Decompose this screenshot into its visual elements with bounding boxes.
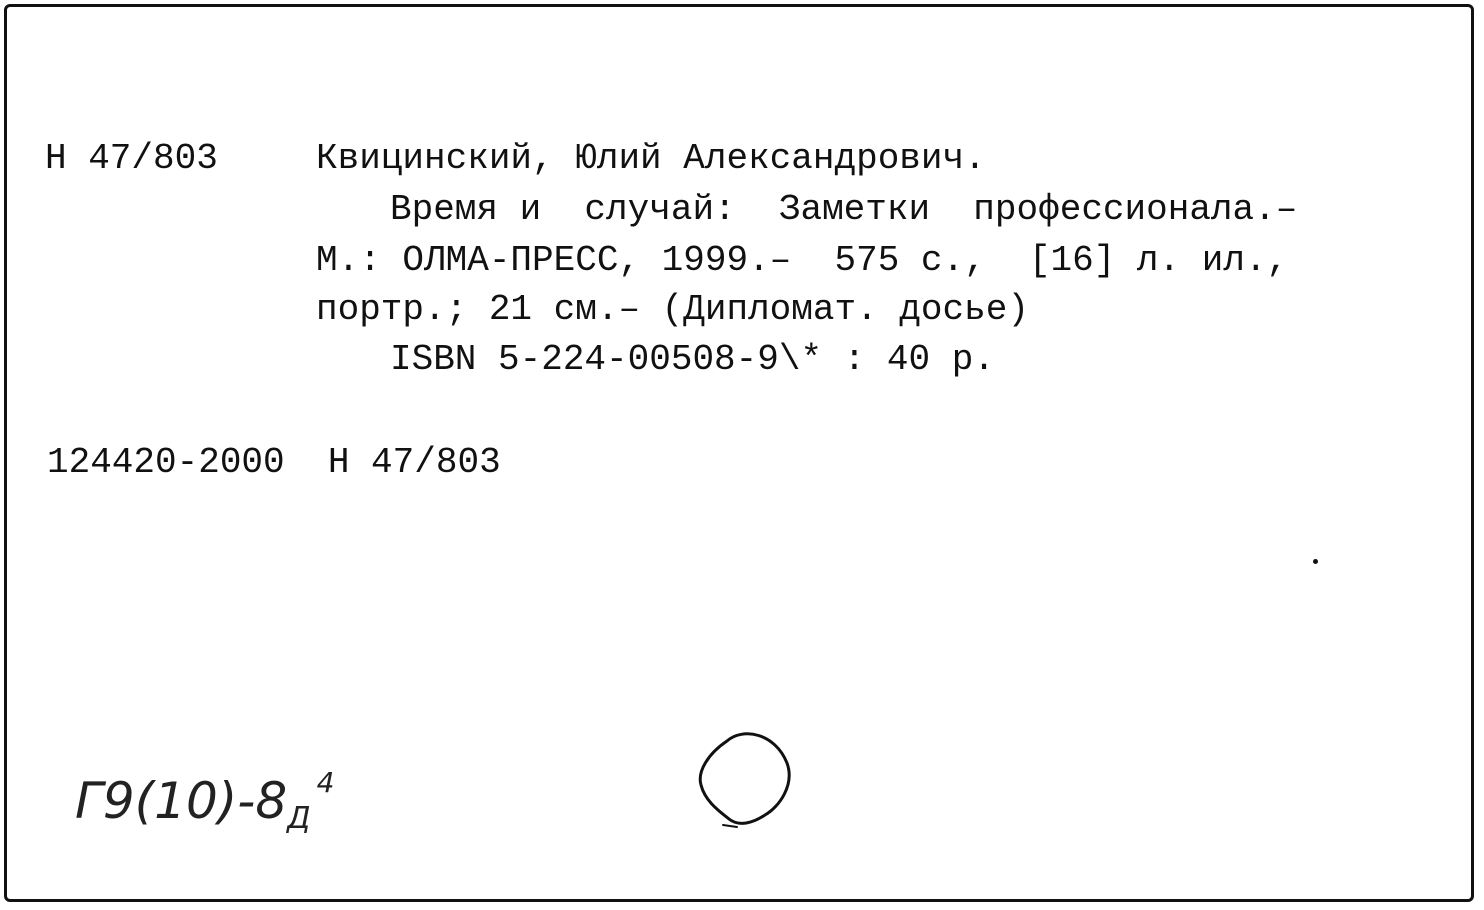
- circle-mark-icon: [683, 723, 803, 843]
- catalog-card: [4, 4, 1474, 902]
- ink-dot: [1313, 559, 1318, 564]
- shelf-mark: Н 47/803: [45, 138, 218, 179]
- author-heading: Квицинский, Юлий Александрович.: [316, 138, 986, 179]
- handwritten-classification-sup: 4: [316, 766, 335, 799]
- physical-description-line: портр.; 21 см.– (Дипломат. досье): [316, 289, 1029, 330]
- handwritten-classification-sub: Д: [287, 801, 311, 836]
- title-line: Время и случай: Заметки профессионала.–: [390, 189, 1298, 230]
- handwritten-classification-main: Г9(10)-8: [75, 772, 288, 830]
- publication-line: М.: ОЛМА-ПРЕСС, 1999.– 575 с., [16] л. ил.,: [316, 240, 1289, 281]
- inventory-line: 124420-2000 Н 47/803: [47, 442, 501, 483]
- handwritten-classification: [75, 766, 335, 836]
- isbn-line: ISBN 5-224-00508-9\* : 40 р.: [390, 339, 995, 380]
